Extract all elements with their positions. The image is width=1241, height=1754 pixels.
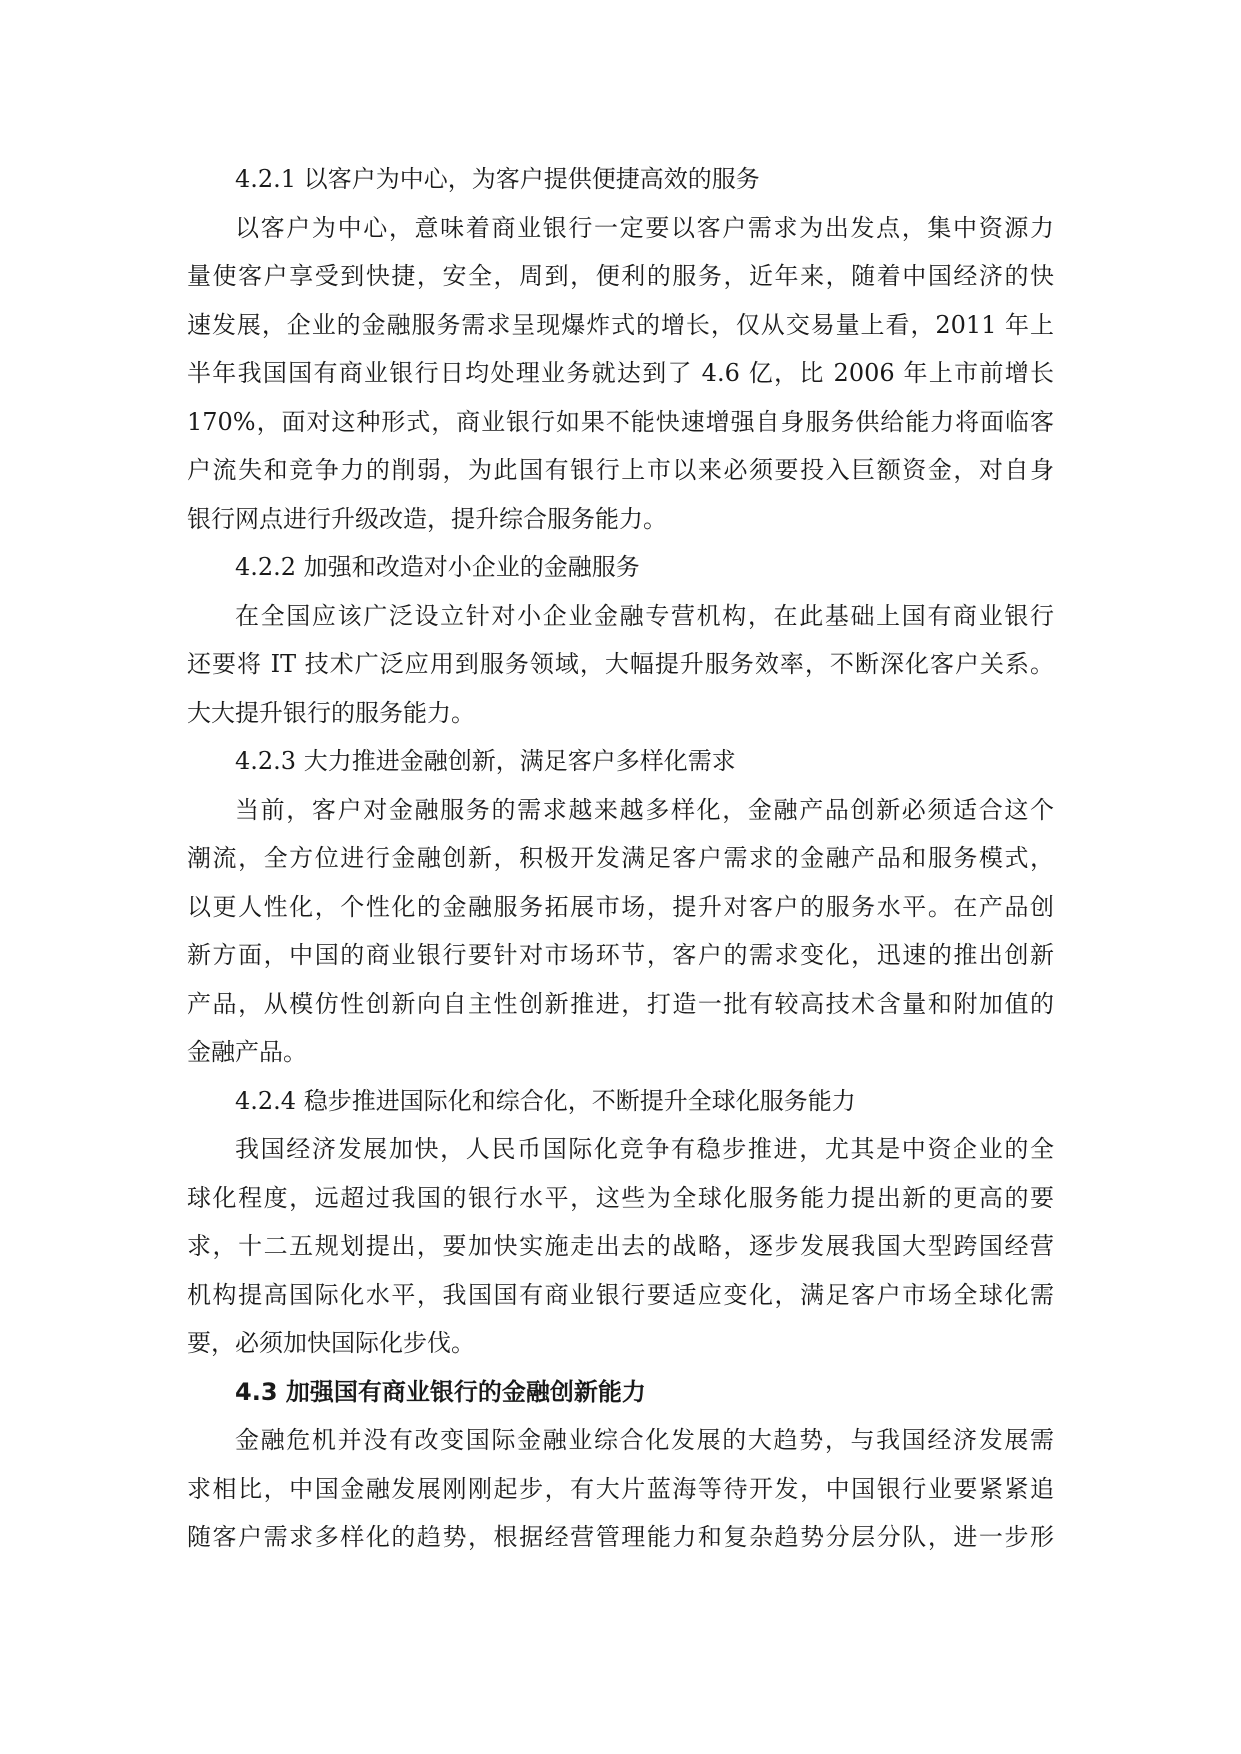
paragraph-line: 机构提高国际化水平，我国国有商业银行要适应变化，满足客户市场全球化需: [187, 1280, 1054, 1309]
section-4-2-3: [187, 737, 1054, 1077]
section-4-2-2: [187, 543, 1054, 737]
section-heading: 4.2.3 大力推进金融创新，满足客户多样化需求: [235, 747, 736, 775]
paragraph-line: 还要将 IT 技术广泛应用到服务领域，大幅提升服务效率，不断深化客户关系。: [187, 650, 1054, 678]
paragraph-line: 金融危机并没有改变国际金融业综合化发展的大趋势，与我国经济发展需: [235, 1426, 1054, 1454]
section-heading: 4.2.2 加强和改造对小企业的金融服务: [235, 553, 640, 581]
section-4-2-1: [187, 155, 1054, 543]
section-4-2-4: [187, 1077, 1054, 1368]
paragraph-line: 以客户为中心，意味着商业银行一定要以客户需求为出发点，集中资源力: [235, 213, 1054, 242]
paragraph-line: 量使客户享受到快捷，安全，周到，便利的服务，近年来，随着中国经济的快: [187, 262, 1054, 290]
paragraph-line: 半年我国国有商业银行日均处理业务就达到了 4.6 亿，比 2006 年上市前增长: [187, 359, 1054, 387]
section-heading: 4.2.4 稳步推进国际化和综合化，不断提升全球化服务能力: [235, 1086, 856, 1115]
paragraph-line: 要，必须加快国际化步伐。: [187, 1329, 475, 1357]
paragraph-line: 球化程度，远超过我国的银行水平，这些为全球化服务能力提出新的更高的要: [187, 1183, 1054, 1212]
paragraph-line: 当前，客户对金融服务的需求越来越多样化，金融产品创新必须适合这个: [235, 795, 1054, 824]
paragraph-line: 我国经济发展加快，人民币国际化竞争有稳步推进，尤其是中资企业的全: [235, 1135, 1054, 1163]
section-heading: 4.2.1 以客户为中心，为客户提供便捷高效的服务: [235, 165, 760, 193]
paragraph-line: 新方面，中国的商业银行要针对市场环节，客户的需求变化，迅速的推出创新: [187, 941, 1054, 969]
section-4-3: [187, 1368, 1054, 1562]
paragraph-line: 金融产品。: [187, 1038, 307, 1066]
section-heading-bold: 4.3 加强国有商业银行的金融创新能力: [235, 1377, 646, 1406]
paragraph-line: 求相比，中国金融发展刚刚起步，有大片蓝海等待开发，中国银行业要紧紧追: [187, 1474, 1054, 1503]
document-body: [187, 155, 1054, 1562]
paragraph-line: 求，十二五规划提出，要加快实施走出去的战略，逐步发展我国大型跨国经营: [187, 1232, 1054, 1260]
paragraph-line: 速发展，企业的金融服务需求呈现爆炸式的增长，仅从交易量上看，2011 年上: [187, 310, 1054, 339]
paragraph-line: 在全国应该广泛设立针对小企业金融专营机构，在此基础上国有商业银行: [235, 601, 1054, 630]
paragraph-line: 以更人性化，个性化的金融服务拓展市场，提升对客户的服务水平。在产品创: [187, 892, 1054, 921]
paragraph-line: 户流失和竞争力的削弱，为此国有银行上市以来必须要投入巨额资金，对自身: [187, 456, 1054, 484]
paragraph-line: 潮流，全方位进行金融创新，积极开发满足客户需求的金融产品和服务模式，: [187, 844, 1054, 872]
paragraph-line: 大大提升银行的服务能力。: [187, 698, 475, 727]
paragraph-line: 170%，面对这种形式，商业银行如果不能快速增强自身服务供给能力将面临客: [187, 407, 1054, 436]
paragraph-line: 随客户需求多样化的趋势，根据经营管理能力和复杂趋势分层分队，进一步形: [187, 1523, 1054, 1551]
paragraph-line: 产品，从模仿性创新向自主性创新推进，打造一批有较高技术含量和附加值的: [187, 989, 1054, 1018]
paragraph-line: 银行网点进行升级改造，提升综合服务能力。: [187, 504, 667, 533]
